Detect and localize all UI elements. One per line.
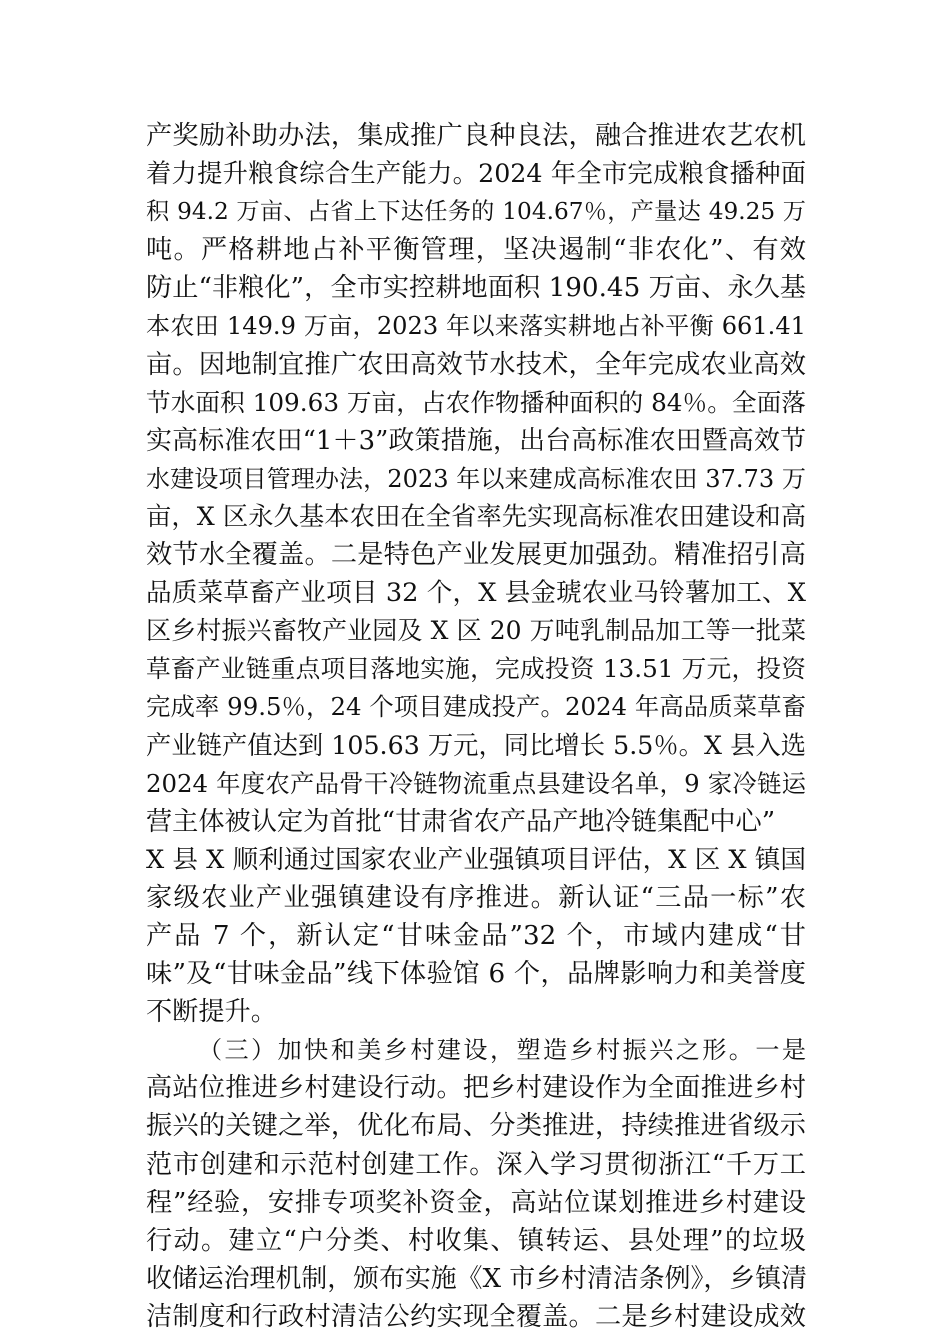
section-heading-line: （三）加快和美乡村建设，塑造乡村振兴之形。一是: [198, 1036, 806, 1065]
text-line: 草畜产业链重点项目落地实施，完成投资 13.51 万元，投资: [146, 654, 806, 684]
text-line: 效节水全覆盖。二是特色产业发展更加强劲。精准招引高: [146, 540, 806, 571]
text-line: 不断提升。: [146, 997, 277, 1028]
text-line: 味”及“甘味金品”线下体验馆 6 个，品牌影响力和美誉度: [146, 959, 806, 990]
text-line: 区乡村振兴畜牧产业园及 X 区 20 万吨乳制品加工等一批菜: [146, 616, 806, 646]
text-line: 程”经验，安排专项奖补资金，高站位谋划推进乡村建设: [146, 1187, 806, 1218]
text-line: 积 94.2 万亩、占省上下达任务的 104.67％，产量达 49.25 万: [146, 198, 806, 226]
text-line: 节水面积 109.63 万亩，占农作物播种面积的 84％。全面落: [146, 387, 806, 417]
body-text: [146, 117, 806, 1336]
text-line: 行动。建立“户分类、村收集、镇转运、县处理”的垃圾: [146, 1225, 806, 1256]
text-line: 防止“非粮化”，全市实控耕地面积 190.45 万亩、永久基: [146, 273, 806, 304]
text-line: X 县 X 顺利通过国家农业产业强镇项目评估，X 区 X 镇国: [146, 844, 806, 875]
text-line: 营主体被认定为首批“甘肃省农产品产地冷链集配中心”: [146, 806, 776, 837]
text-line: 产奖励补助办法，集成推广良种良法，融合推进农艺农机: [146, 121, 806, 151]
text-line: 振兴的关键之举，优化布局、分类推进，持续推进省级示: [146, 1111, 806, 1142]
text-line: 实高标准农田“1＋3”政策措施，出台高标准农田暨高效节: [146, 425, 806, 456]
text-line: 范市创建和示范村创建工作。深入学习贯彻浙江“千万工: [146, 1149, 806, 1180]
text-line: 收储运治理机制，颁布实施《X 市乡村清洁条例》，乡镇清: [146, 1263, 807, 1294]
text-line: 水建设项目管理办法，2023 年以来建成高标准农田 37.73 万: [146, 464, 806, 493]
text-line: 产业链产值达到 105.63 万元，同比增长 5.5％。X 县入选: [146, 730, 806, 760]
text-line: 本农田 149.9 万亩，2023 年以来落实耕地占补平衡 661.41: [146, 312, 806, 341]
text-line: 着力提升粮食综合生产能力。2024 年全市完成粮食播种面: [146, 159, 806, 189]
text-line: 产品 7 个，新认定“甘味金品”32 个，市域内建成“甘: [146, 920, 806, 951]
text-line: 洁制度和行政村清洁公约实现全覆盖。二是乡村建设成效: [146, 1301, 806, 1332]
text-line: 家级农业产业强镇建设有序推进。新认证“三品一标”农: [146, 882, 806, 913]
text-line: 高站位推进乡村建设行动。把乡村建设作为全面推进乡村: [146, 1073, 806, 1104]
text-line: 品质菜草畜产业项目 32 个，X 县金琥农业马铃薯加工、X: [146, 578, 806, 609]
text-line: 完成率 99.5％，24 个项目建成投产。2024 年高品质菜草畜: [146, 692, 806, 722]
text-line: 2024 年度农产品骨干冷链物流重点县建设名单，9 家冷链运: [146, 768, 806, 798]
text-line: 亩，X 区永久基本农田在全省率先实现高标准农田建设和高: [146, 501, 806, 531]
text-line: 吨。严格耕地占补平衡管理，坚决遏制“非农化”、有效: [146, 235, 806, 266]
text-line: 亩。因地制宜推广农田高效节水技术，全年完成农业高效: [146, 349, 806, 380]
